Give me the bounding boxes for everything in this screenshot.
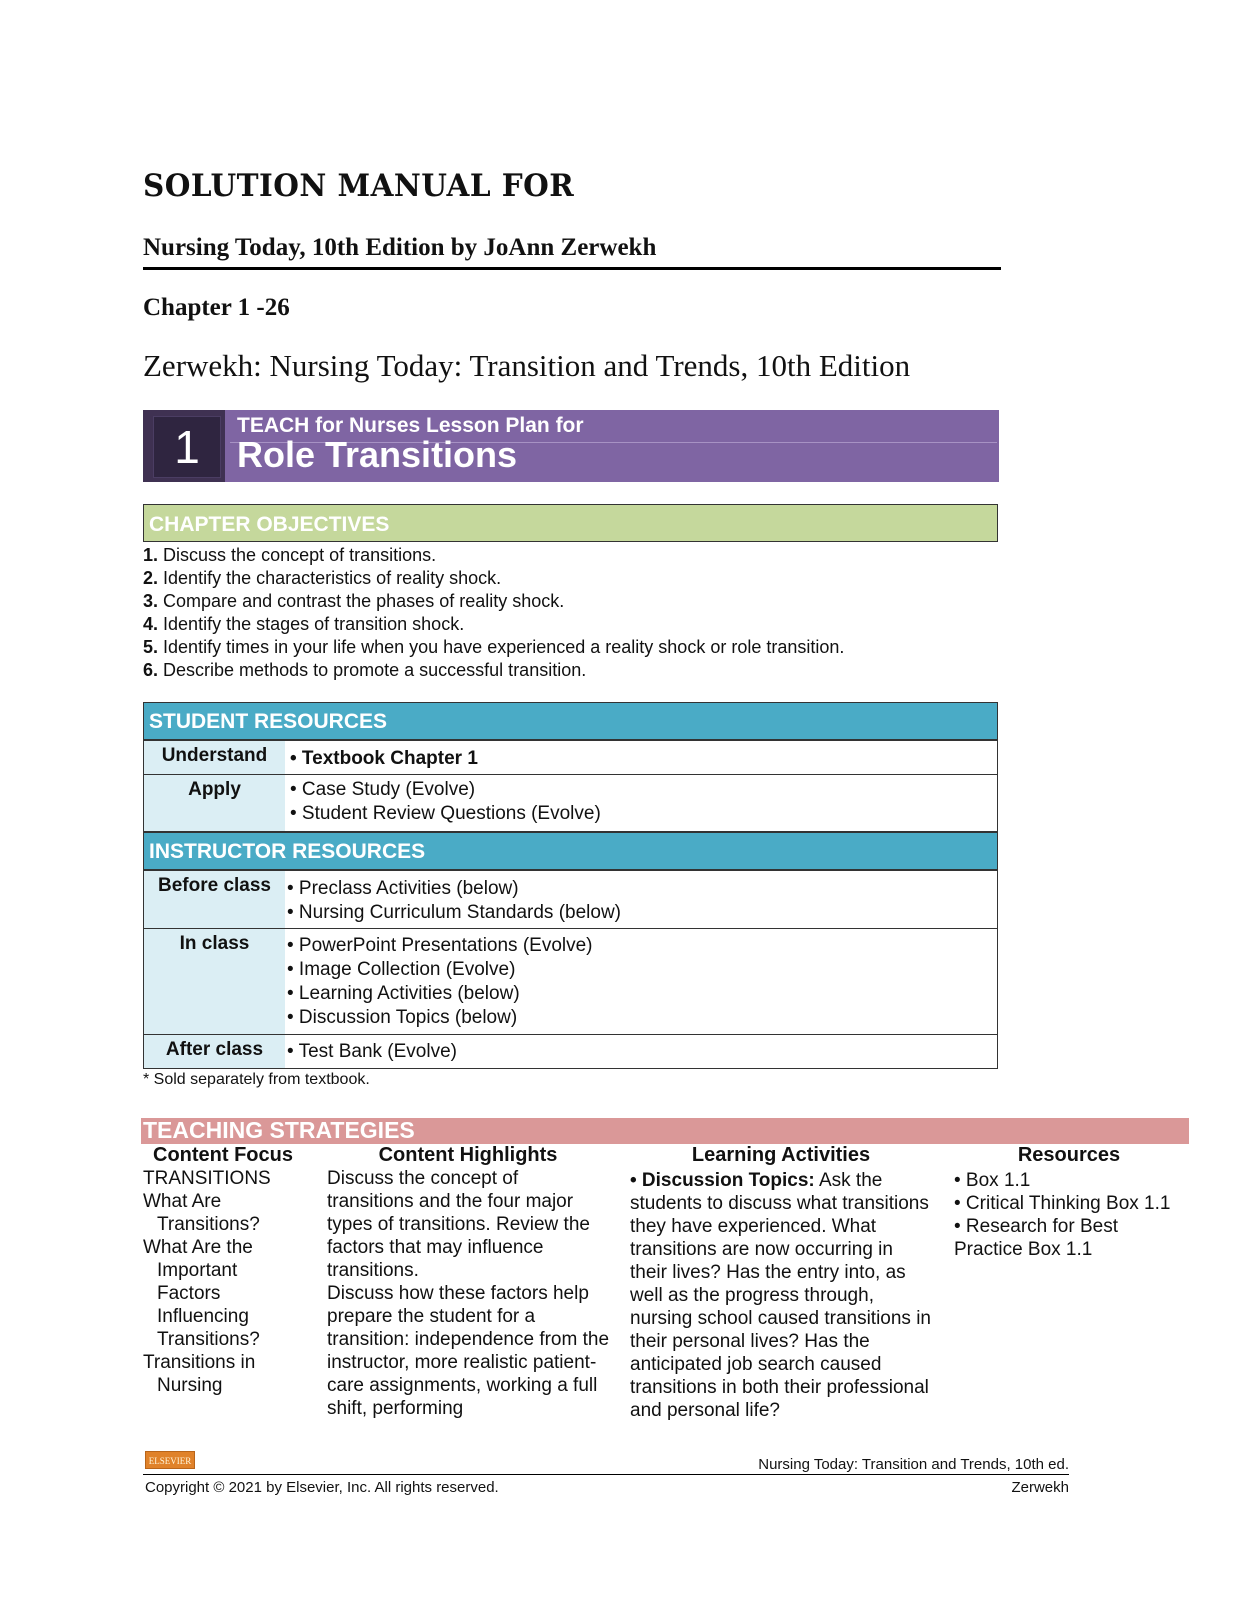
footer-divider: [143, 1474, 1069, 1475]
resource-item: • PowerPoint Presentations (Evolve): [287, 935, 593, 956]
instructor-resources-heading: INSTRUCTOR RESOURCES: [149, 840, 426, 863]
teaching-strategies-heading: TEACHING STRATEGIES: [143, 1117, 415, 1143]
resource-entry: • Box 1.1: [954, 1170, 1031, 1191]
resource-item: • Discussion Topics (below): [287, 1007, 518, 1028]
objectives-list: [143, 544, 844, 682]
content-highlights-column: [327, 1167, 609, 1420]
content-focus-line: What Are: [143, 1191, 222, 1212]
resource-row-in-class: [143, 929, 998, 1035]
resource-item: • Preclass Activities (below): [287, 878, 519, 899]
footer-copyright: Copyright © 2021 by Elsevier, Inc. All rights reserved.: [145, 1479, 499, 1496]
column-header-learning-activities: Learning Activities: [691, 1144, 871, 1166]
resource-entry: • Critical Thinking Box 1.1: [954, 1193, 1171, 1214]
content-focus-line: Influencing: [157, 1306, 249, 1327]
resource-item: • Nursing Curriculum Standards (below): [287, 902, 621, 923]
resource-row-after-class: [143, 1035, 998, 1069]
sold-separately-note: * Sold separately from textbook.: [143, 1071, 370, 1088]
chapter-number: 1: [153, 416, 221, 478]
chapter-objectives-header: [143, 504, 998, 542]
resource-entry: • Research for Best Practice Box 1.1: [954, 1216, 1118, 1260]
resource-item: • Textbook Chapter 1: [290, 748, 478, 769]
book-title-line: Nursing Today, 10th Edition by JoAnn Zerwekh: [143, 234, 657, 261]
resource-item: • Image Collection (Evolve): [287, 959, 516, 980]
objective-item: 2. Identify the characteristics of reality shock.: [143, 568, 502, 588]
content-focus-line: Factors: [157, 1283, 221, 1304]
book-subtitle: Zerwekh: Nursing Today: Transition and Trends, 10th Edition: [143, 348, 911, 383]
content-highlight-paragraph: Discuss the concept of transitions and the four major types of transitions. Review the factors that may influence transitions.: [327, 1168, 590, 1281]
student-resources-heading: STUDENT RESOURCES: [149, 710, 388, 733]
instructor-resources-header: [143, 832, 998, 870]
chapter-range: Chapter 1 -26: [143, 294, 290, 321]
resource-item: • Learning Activities (below): [287, 983, 520, 1004]
content-focus-line: What Are the: [143, 1237, 253, 1258]
learning-activities-column: [630, 1169, 935, 1422]
lesson-plan-label: TEACH for Nurses Lesson Plan for: [237, 414, 584, 437]
discussion-topics-text: Ask the students to discuss what transitions they have experienced. What transitions are now occurring in their lives? Has the entry into, as well as the progress through, nursing school caused transitions in their personal lives? Has the anticipated job search caused transitions in both their professional and personal life?: [630, 1170, 932, 1421]
student-resources-header: [143, 702, 998, 740]
objective-item: 4. Identify the stages of transition shock.: [143, 614, 465, 634]
column-header-content-focus: Content Focus: [153, 1144, 293, 1166]
column-header-content-highlights: Content Highlights: [378, 1144, 558, 1166]
column-header-resources: Resources: [1017, 1144, 1121, 1166]
title-divider: [143, 267, 1001, 270]
content-focus-line: Important: [157, 1260, 238, 1281]
learning-activity: [630, 1169, 935, 1422]
resource-item: • Student Review Questions (Evolve): [290, 803, 601, 824]
elsevier-logo: ELSEVIER: [145, 1451, 195, 1469]
content-highlight-paragraph: Discuss how these factors help prepare the student for a transition: independence from the instructor, more realistic patient-care assignments, working a full shift, performing: [327, 1283, 610, 1419]
chapter-objectives-heading: CHAPTER OBJECTIVES: [149, 513, 390, 536]
discussion-topics-label: • Discussion Topics:: [630, 1170, 815, 1191]
objective-item: 1. Discuss the concept of transitions.: [143, 545, 437, 565]
resource-label: After class: [165, 1039, 264, 1060]
resource-label: Apply: [188, 779, 241, 800]
content-focus-line: Transitions?: [157, 1329, 260, 1350]
resource-item: • Test Bank (Evolve): [287, 1041, 457, 1062]
objective-item: 5. Identify times in your life when you have experienced a reality shock or role transition.: [143, 637, 845, 657]
resources-column: [954, 1169, 1189, 1261]
teaching-strategies-header: [141, 1118, 1189, 1144]
content-focus-column: [143, 1167, 313, 1397]
content-focus-line: Transitions?: [157, 1214, 260, 1235]
footer-author: Zerwekh: [1011, 1479, 1069, 1496]
resource-row-understand: [143, 740, 998, 775]
resource-item: • Case Study (Evolve): [290, 779, 476, 800]
resource-row-apply: [143, 775, 998, 832]
resource-label: Before class: [157, 875, 271, 896]
objective-item: 6. Describe methods to promote a successful transition.: [143, 660, 587, 680]
objective-item: 3. Compare and contrast the phases of reality shock.: [143, 591, 565, 611]
chapter-number-block: [143, 410, 225, 482]
content-focus-line: Transitions in: [143, 1352, 256, 1373]
lesson-title: Role Transitions: [237, 434, 518, 475]
resource-label: Understand: [161, 745, 268, 766]
resource-label: In class: [179, 933, 250, 954]
content-focus-line: Nursing: [157, 1375, 223, 1396]
solution-manual-title: SOLUTION MANUAL FOR: [143, 168, 575, 204]
content-focus-line: TRANSITIONS: [143, 1168, 271, 1189]
footer-book-title: Nursing Today: Transition and Trends, 10th ed.: [758, 1456, 1069, 1473]
resource-row-before-class: [143, 870, 998, 929]
